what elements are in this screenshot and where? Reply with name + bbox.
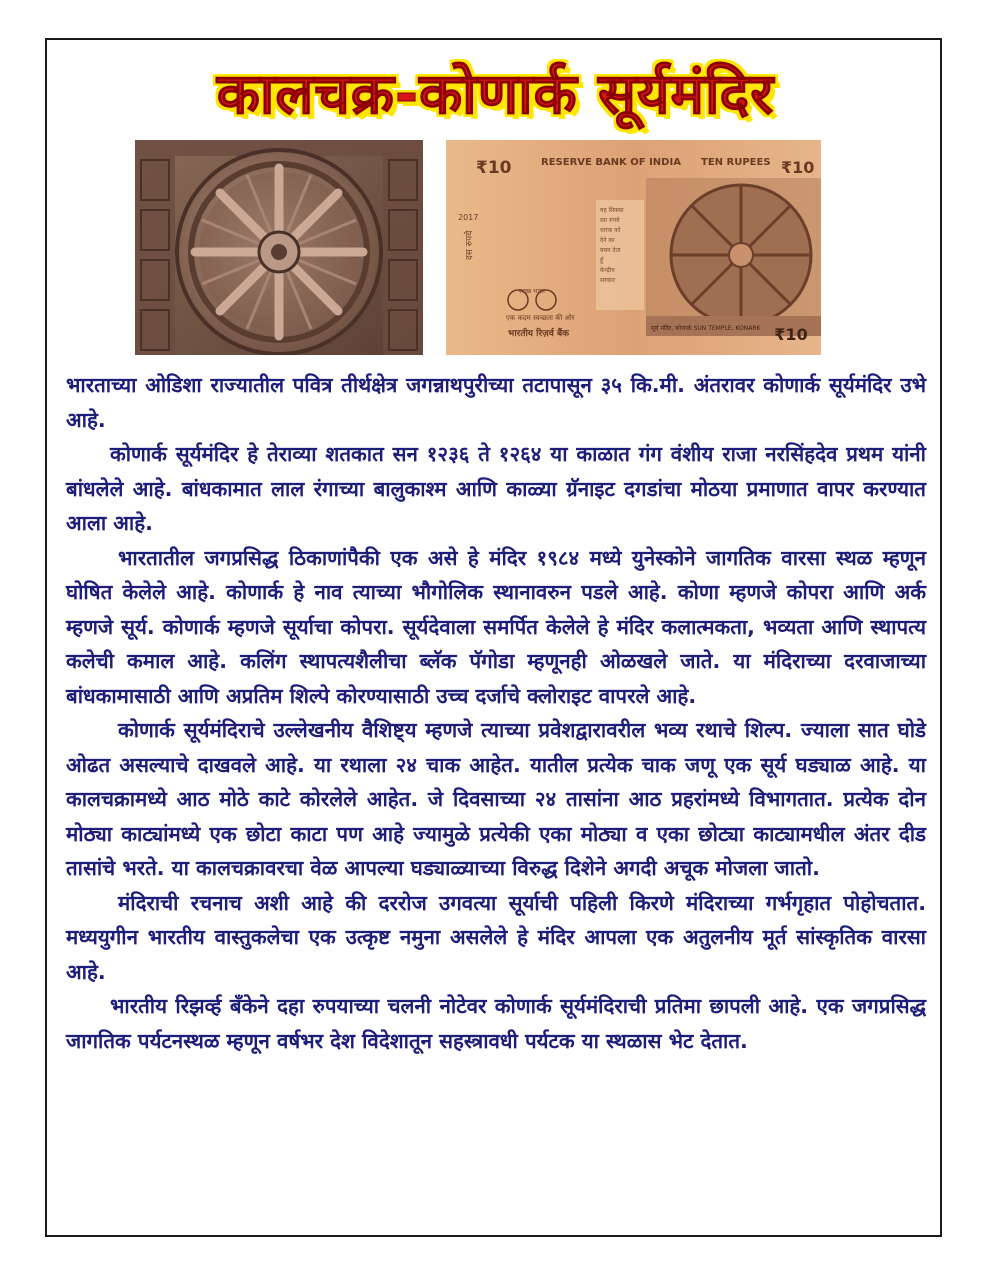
page-title: कालचक्र-कोणार्क सूर्यमंदिर bbox=[216, 62, 775, 127]
note-hindi-value: दस रुपये bbox=[465, 230, 475, 260]
note-value-text: TEN RUPEES bbox=[701, 157, 771, 168]
note-caption: सूर्य मंदिर, कोणार्क SUN TEMPLE, KONARK bbox=[651, 325, 761, 332]
article-body bbox=[66, 368, 926, 1058]
note-year: 2017 bbox=[458, 213, 479, 222]
note-denomination-corner: ₹10 bbox=[781, 158, 815, 177]
note-bank: RESERVE BANK OF INDIA bbox=[541, 157, 681, 168]
sun-wheel-photo bbox=[135, 140, 423, 355]
note-denomination-left: ₹10 bbox=[476, 158, 512, 178]
svg-text:दस रुपये: दस रुपये bbox=[600, 217, 620, 224]
svg-text:हूँ: हूँ bbox=[600, 257, 604, 264]
svg-text:सरकार: सरकार bbox=[600, 277, 616, 284]
paragraph-sunrise: मंदिराची रचनाच अशी आहे की दररोज उगवत्या सूर्याची पहिली किरणे मंदिराच्या गर्भगृहात पोहोचतात. मध्ययुगीन भारतीय वास्तुकलेचा एक उत्कृष्ट नमुना असलेले हे मंदिर आपला एक अतुलनीय मूर्त सांस्कृतिक वारसा आहे. bbox=[66, 890, 926, 984]
svg-text:देने का: देने का bbox=[600, 237, 615, 244]
note-slogan: एक कदम स्वच्छता की ओर bbox=[506, 314, 575, 322]
svg-text:यह सिक्का: यह सिक्का bbox=[600, 207, 624, 214]
paragraph-history: कोणार्क सूर्यमंदिर हे तेराव्या शतकात सन १२३६ ते १२६४ या काळात गंग वंशीय राजा नरसिंहदेव प्रथम यांनी बांधलेले आहे. बांधकामात लाल रंगाच्या बालुकाश्म आणि काळ्या ग्रॅनाइट दगडांचा मोठया प्रमाणात वापर करण्यात आला आहे. bbox=[66, 442, 926, 535]
ten-rupee-note-photo bbox=[446, 140, 821, 355]
paragraph-unesco: भारतातील जगप्रसिद्ध ठिकाणांपैकी एक असे हे मंदिर १९८४ मध्ये युनेस्कोने जागतिक वारसा स्थळ म्हणून घोषित केलेले आहे. कोणार्क हे नाव त्याच्या भौगोलिक स्थानावरुन पडले आहे. कोणा म्हणजे कोपरा आणि अर्क म्हणजे सूर्य. कोणार्क म्हणजे सूर्याचा कोपरा. सूर्यदेवाला समर्पित केलेले हे मंदिर कलात्मकता, भव्यता आणि स्थापत्य कलेची कमाल आहे. कलिंग स्थापत्यशैलीचा ब्लॅक पॅगोडा म्हणूनही ओळखले जाते. या मंदिराच्या दरवाजाच्या बांधकामासाठी आणि अप्रतिम शिल्पे कोरण्यासाठी उच्च दर्जाचे क्लोराइट वापरले आहे. bbox=[66, 545, 926, 708]
svg-text:केन्द्रीय: केन्द्रीय bbox=[600, 267, 615, 274]
paragraph-chariot-wheels: कोणार्क सूर्यमंदिराचे उल्लेखनीय वैशिष्ट्य म्हणजे त्याच्या प्रवेशद्वारावरील भव्य रथाचे शिल्प. ज्याला सात घोडे ओढत असल्याचे दाखवले आहे. या रथाला २४ चाक आहेत. यातील प्रत्येक चाक जणू एक सूर्य घड्याळ आहे. या कालचक्रामध्ये आठ मोठे काटे कोरलेले आहेत. जे दिवसाच्या २४ तासांना आठ प्रहरांमध्ये विभागतात. प्रत्येक दोन मोठ्या काट्यांमध्ये एक छोटा काटा पण आहे ज्यामुळे प्रत्येकी एका मोठ्या व एका छोट्या काट्यामधील अंतर दीड तासांचे भरते. या कालचक्रावरचा वेळ आपल्या घड्याळ्याच्या विरुद्ध दिशेने अगदी अचूक मोजला जातो. bbox=[66, 718, 926, 880]
paragraph-location: भारताच्या ओडिशा राज्यातील पवित्र तीर्थक्षेत्र जगन्नाथपुरीच्या तटापासून ३५ कि.मी. अंतरावर कोणार्क सूर्यमंदिर उभे आहे. bbox=[66, 373, 926, 432]
svg-text:वचन देता: वचन देता bbox=[600, 247, 621, 254]
note-rbi-hindi: भारतीय रिज़र्व बैंक bbox=[508, 329, 570, 339]
svg-text:धारक को: धारक को bbox=[600, 227, 621, 234]
paragraph-banknote: भारतीय रिझर्व्ह बँकेने दहा रुपयाच्या चलनी नोटेवर कोणार्क सूर्यमंदिराची प्रतिमा छापली आहे. एक जगप्रसिद्ध जागतिक पर्यटनस्थळ म्हणून वर्षभर देश विदेशातून सहस्त्रावधी पर्यटक या स्थळास भेट देतात. bbox=[66, 994, 926, 1053]
note-denomination-right: ₹10 bbox=[774, 325, 808, 344]
note-swachh: स्वच्छ भारत bbox=[519, 288, 545, 295]
